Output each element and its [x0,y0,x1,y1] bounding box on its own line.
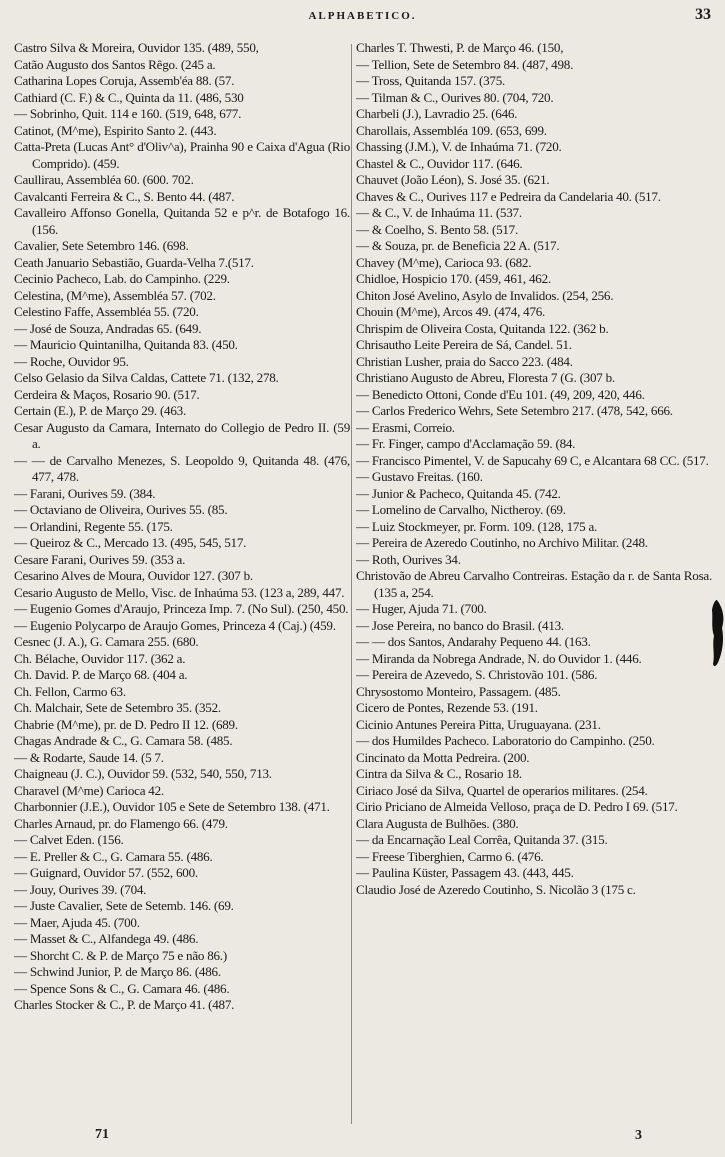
directory-entry: Chidloe, Hospicio 170. (459, 461, 462. [356,271,551,286]
directory-entry: Celestina, (M^me), Assembléa 57. (702. [14,287,216,303]
directory-entry: Ch. Fellon, Carmo 63. [14,683,126,699]
directory-entry: Castro Silva & Moreira, Ouvidor 135. (489, 550, [14,40,259,55]
page-number: 33 [695,6,711,23]
directory-entry: Ch. Malchair, Sete de Setembro 35. (352. [14,700,221,715]
directory-entry: — Pereira de Azeredo Coutinho, no Archivo Militar. (248. [356,535,648,550]
directory-entry: Cicero de Pontes, Rezende 53. (191. [356,700,538,715]
signature-mark-left: 71 [95,1127,109,1142]
directory-entry: Cesnec (J. A.), G. Camara 255. (680. [14,634,199,649]
directory-entry: — & C., V. de Inhaúma 11. (537. [356,205,522,220]
directory-entry: — Octaviano de Oliveira, Ourives 55. (85. [14,502,228,517]
directory-entry: Chabrie (M^me), pr. de D. Pedro II 12. (689. [14,716,238,732]
directory-entry: — Erasmi, Correio. [356,419,455,435]
directory-entry: Christovão de Abreu Carvalho Contreiras. Estação da r. de Santa Rosa. (135 a, 254. [356,568,712,600]
directory-entry: Catão Augusto dos Santos Rêgo. (245 a. [14,56,216,72]
directory-entry: Cesario Augusto de Mello, Visc. de Inhaúma 53. (123 a, 289, 447. [14,584,345,600]
directory-entry: — Mauricio Quintanilha, Quitanda 83. (450. [14,337,238,352]
directory-entry: — Spence Sons & C., G. Camara 46. (486. [14,980,230,996]
directory-entry: — Maer, Ajuda 45. (700. [14,914,140,930]
left-column [14,40,350,1125]
directory-entry: — & Coelho, S. Bento 58. (517. [356,221,518,237]
directory-entry: Christian Lusher, praia do Sacco 223. (484. [356,353,573,369]
directory-entry: Cathiard (C. F.) & C., Quinta da 11. (486, 530 [14,89,244,105]
directory-entry: Ch. David. P. de Março 68. (404 a. [14,667,188,682]
page-header [0,4,725,30]
directory-entry: — Guignard, Ouvidor 57. (552, 600. [14,865,198,880]
directory-entry: Ch. Bélache, Ouvidor 117. (362 a. [14,650,186,666]
directory-entry: Chassing (J.M.), V. de Inhaúma 71. (720. [356,139,562,154]
directory-entry: Chrysostomo Monteiro, Passagem. (485. [356,683,561,699]
directory-entry: — Junior & Pacheco, Quitanda 45. (742. [356,485,561,501]
directory-entry: Cesarino Alves de Moura, Ouvidor 127. (307 b. [14,568,253,583]
directory-entry: Charavel (M^me) Carioca 42. [14,782,164,798]
directory-entry: — Pereira de Azevedo, S. Christovão 101. (586. [356,667,598,682]
directory-entry: Caullirau, Assembléa 60. (600. 702. [14,172,194,187]
directory-entry: Catta-Preta (Lucas Ant° d'Oliv^a), Prainha 90 e Caixa d'Agua (Rio Comprido). (459. [14,139,350,171]
directory-entry: — & Rodarte, Saude 14. (5 7. [14,749,164,765]
directory-entry: Charbeli (J.), Lavradio 25. (646. [356,106,518,121]
directory-entry: Cerdeira & Maços, Rosario 90. (517. [14,386,200,402]
directory-entry: — Tilman & C., Ourives 80. (704, 720. [356,89,554,105]
directory-entry: — Roche, Ouvidor 95. [14,353,129,369]
directory-entry: — Luiz Stockmeyer, pr. Form. 109. (128, 175 a. [356,518,598,534]
signature-mark-right: 3 [635,1128,642,1143]
directory-entry: — Masset & C., Alfandega 49. (486. [14,931,199,946]
directory-entry: Cincinato da Motta Pedreira. (200. [356,749,530,765]
directory-entry: — Roth, Ourives 34. [356,551,461,567]
ink-blot-mark [705,598,725,670]
directory-entry: — Calvet Eden. (156. [14,832,124,847]
directory-entry: — Juste Cavalier, Sete de Setemb. 146. (69. [14,898,234,913]
directory-entry: Cesar Augusto da Camara, Internato do Collegio de Pedro II. (59 a. [14,419,350,451]
directory-entry: — Tellion, Sete de Setembro 84. (487, 498. [356,56,574,72]
directory-entry: — Carlos Frederico Wehrs, Sete Setembro 217. (478, 542, 666. [356,403,673,418]
directory-entry: — Benedicto Ottoni, Conde d'Eu 101. (49, 209, 420, 446. [356,386,645,402]
directory-entry: — José de Souza, Andradas 65. (649. [14,320,202,336]
directory-entry: — — dos Santos, Andarahy Pequeno 44. (163. [356,634,591,649]
column-divider [351,44,352,1124]
directory-entry: — Tross, Quitanda 157. (375. [356,73,506,88]
directory-entry: Chiton José Avelino, Asylo de Invalidos. (254, 256. [356,287,614,303]
directory-entry: — Francisco Pimentel, V. de Sapucahy 69 C, e Alcantara 68 CC. (517. [356,452,709,468]
directory-entry: Charles Stocker & C., P. de Março 41. (487. [14,997,235,1012]
directory-entry: — Freese Tiberghien, Carmo 6. (476. [356,848,544,864]
directory-entry: Certain (E.), P. de Março 29. (463. [14,403,186,418]
directory-entry: Charollais, Assembléa 109. (653, 699. [356,122,547,138]
directory-entry: — Queiroz & C., Mercado 13. (495, 545, 517. [14,535,247,550]
directory-entry: Cavalier, Sete Setembro 146. (698. [14,238,189,253]
directory-entry: Clara Augusta de Bulhões. (380. [356,815,519,831]
directory-entry: Catinot, (M^me), Espirito Santo 2. (443. [14,122,217,138]
directory-entry: Chrisautho Leite Pereira de Sá, Candel. 51. [356,337,572,352]
directory-entry: Ceath Januario Sebastião, Guarda-Velha 7.(517. [14,254,254,270]
directory-entry: — Orlandini, Regente 55. (175. [14,518,173,534]
directory-entry: Chauvet (João Léon), S. José 35. (621. [356,172,550,187]
directory-entry: — Lomelino de Carvalho, Nictheroy. (69. [356,502,566,517]
directory-entry: Claudio José de Azeredo Coutinho, S. Nicolão 3 (175 c. [356,881,636,897]
directory-entry: — Gustavo Freitas. (160. [356,469,483,484]
directory-entry: Chaves & C., Ourives 117 e Pedreira da Candelaria 40. (517. [356,188,661,204]
directory-entry: Ciriaco José da Silva, Quartel de operarios militares. (254. [356,782,648,798]
directory-entry: — Shorcht C. & P. de Março 75 e não 86.) [14,947,227,963]
directory-entry: Chastel & C., Ouvidor 117. (646. [356,155,523,171]
directory-entry: — E. Preller & C., G. Camara 55. (486. [14,848,213,864]
directory-entry: Chrispim de Oliveira Costa, Quitanda 122. (362 b. [356,320,609,336]
directory-entry: Celestino Faffe, Assembléa 55. (720. [14,304,199,319]
directory-entry: Chaigneau (J. C.), Ouvidor 59. (532, 540, 550, 713. [14,766,272,781]
directory-entry: — Miranda da Nobrega Andrade, N. do Ouvidor 1. (446. [356,650,642,666]
directory-entry: — & Souza, pr. de Beneficia 22 A. (517. [356,238,560,253]
directory-entry: Charbonnier (J.E.), Ouvidor 105 e Sete de Setembro 138. (471. [14,799,330,814]
directory-entry: — Eugenio Polycarpo de Araujo Gomes, Princeza 4 (Caj.) (459. [14,617,336,633]
directory-entry: — dos Humildes Pacheco. Laboratorio do Campinho. (250. [356,733,655,748]
directory-entry: — Huger, Ajuda 71. (700. [356,601,487,616]
directory-entry: — Paulina Küster, Passagem 43. (443, 445. [356,865,574,880]
directory-entry: Chouin (M^me), Arcos 49. (474, 476. [356,304,546,319]
directory-entry: — Sobrinho, Quit. 114 e 160. (519, 648, 677. [14,106,242,121]
directory-entry: Cavalleiro Affonso Gonella, Quitanda 52 e p^r. de Botafogo 16. (156. [14,205,350,237]
directory-entry: Christiano Augusto de Abreu, Floresta 7 (G. (307 b. [356,370,615,385]
directory-entry: Cavalcanti Ferreira & C., S. Bento 44. (487. [14,188,235,204]
directory-entry: Celso Gelasio da Silva Caldas, Cattete 71. (132, 278. [14,370,279,385]
directory-entry: — Farani, Ourives 59. (384. [14,485,156,501]
directory-entry: Charles T. Thwesti, P. de Março 46. (150, [356,40,564,55]
running-title: ALPHABETICO. [308,10,417,22]
directory-entry: — Jose Pereira, no banco do Brasil. (413. [356,617,564,633]
directory-entry: — Jouy, Ourives 39. (704. [14,881,147,897]
directory-entry: — Schwind Junior, P. de Março 86. (486. [14,964,221,979]
right-column [356,40,712,1125]
directory-entry: — Eugenio Gomes d'Araujo, Princeza Imp. 7. (No Sul). (250, 450. [14,601,349,616]
directory-entry: Cicinio Antunes Pereira Pitta, Uruguayana. (231. [356,716,601,732]
directory-entry: Charles Arnaud, pr. do Flamengo 66. (479. [14,815,228,831]
directory-entry: Cintra da Silva & C., Rosario 18. [356,766,522,781]
directory-entry: Cirio Priciano de Almeida Velloso, praça de D. Pedro I 69. (517. [356,799,678,814]
directory-entry: Chavey (M^me), Carioca 93. (682. [356,254,532,270]
directory-entry: Cecinio Pacheco, Lab. do Campinho. (229. [14,271,230,286]
directory-entry: Catharina Lopes Coruja, Assemb'éa 88. (57. [14,73,235,88]
directory-entry: — — de Carvalho Menezes, S. Leopoldo 9, Quitanda 48. (476, 477, 478. [14,452,350,484]
directory-entry: Chagas Andrade & C., G. Camara 58. (485. [14,733,233,748]
directory-entry: — Fr. Finger, campo d'Acclamação 59. (84. [356,436,576,451]
directory-entry: Cesare Farani, Ourives 59. (353 a. [14,551,186,567]
directory-entry: — da Encarnação Leal Corrêa, Quitanda 37. (315. [356,832,608,847]
